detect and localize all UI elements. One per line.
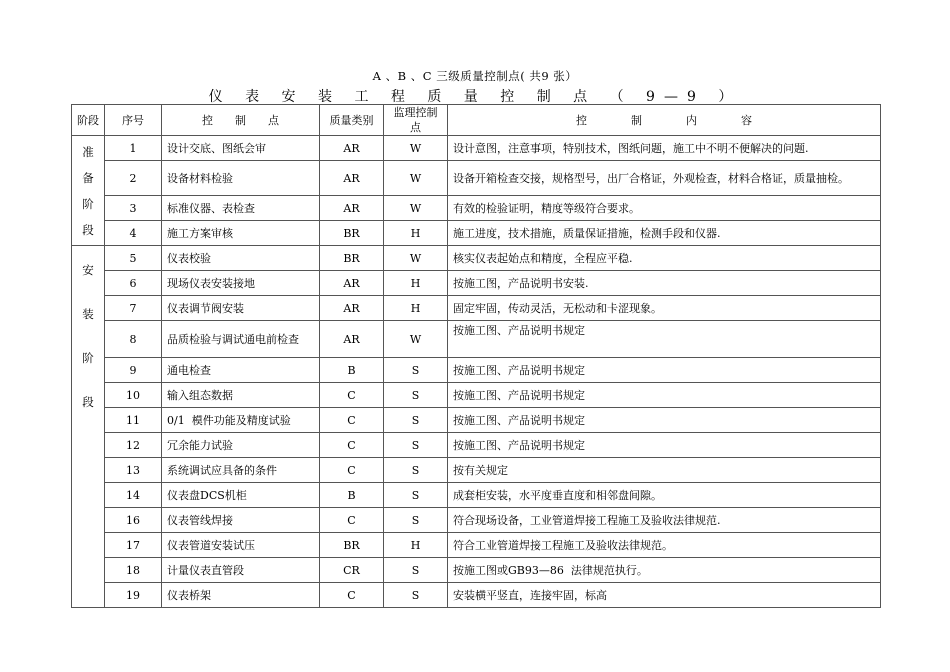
- table-row: [72, 433, 881, 458]
- table-row: [72, 533, 881, 558]
- row-number: 1: [105, 136, 162, 161]
- stage-cell-preparation: [72, 136, 105, 246]
- row-number: 10: [105, 383, 162, 408]
- quality-category: C: [320, 433, 384, 458]
- control-content: 施工进度，技术措施，质量保证措施，检测手段和仪器.: [448, 221, 881, 246]
- control-point: 仪表校验: [162, 246, 320, 271]
- row-number: 12: [105, 433, 162, 458]
- supervision-point: W: [384, 246, 448, 271]
- control-content: 按施工图、产品说明书规定: [448, 433, 881, 458]
- supervision-point: S: [384, 383, 448, 408]
- control-content: 按施工图、产品说明书规定: [448, 383, 881, 408]
- table-row: [72, 508, 881, 533]
- supervision-point: W: [384, 321, 448, 358]
- quality-category: C: [320, 458, 384, 483]
- control-content: 按施工图或GB93—86 法律规范执行。: [448, 558, 881, 583]
- row-number: 17: [105, 533, 162, 558]
- stage-label: 准备阶段: [82, 144, 94, 237]
- control-point: 设计交底、图纸会审: [162, 136, 320, 161]
- control-point: 仪表管线焊接: [162, 508, 320, 533]
- table-row: [72, 383, 881, 408]
- quality-category: AR: [320, 196, 384, 221]
- control-point: 仪表调节阀安装: [162, 296, 320, 321]
- row-number: 5: [105, 246, 162, 271]
- table-row: [72, 221, 881, 246]
- table-row: [72, 583, 881, 608]
- control-content: 符合工业管道焊接工程施工及验收法律规范。: [448, 533, 881, 558]
- quality-category: BR: [320, 533, 384, 558]
- quality-category: AR: [320, 296, 384, 321]
- col-header-quality-category: 质量类别: [320, 105, 384, 136]
- quality-category: CR: [320, 558, 384, 583]
- table-row: [72, 458, 881, 483]
- row-number: 13: [105, 458, 162, 483]
- quality-category: AR: [320, 161, 384, 196]
- quality-category: C: [320, 508, 384, 533]
- supervision-point: S: [384, 458, 448, 483]
- supervision-point: S: [384, 558, 448, 583]
- quality-category: AR: [320, 321, 384, 358]
- row-number: 4: [105, 221, 162, 246]
- quality-category: B: [320, 358, 384, 383]
- table-row: [72, 558, 881, 583]
- control-point: 现场仪表安装接地: [162, 271, 320, 296]
- control-point: 冗余能力试验: [162, 433, 320, 458]
- control-content: 按施工图、产品说明书规定: [448, 321, 881, 358]
- row-number: 6: [105, 271, 162, 296]
- control-point: 设备材料检验: [162, 161, 320, 196]
- table-row: [72, 483, 881, 508]
- control-point: 仪表盘DCS机柜: [162, 483, 320, 508]
- control-content: 按有关规定: [448, 458, 881, 483]
- row-number: 18: [105, 558, 162, 583]
- control-content: 成套柜安装，水平度垂直度和相邻盘间隙。: [448, 483, 881, 508]
- supervision-point: H: [384, 221, 448, 246]
- stage-cell-installation: [72, 246, 105, 608]
- supervision-point: S: [384, 358, 448, 383]
- supervision-point: S: [384, 483, 448, 508]
- control-point: 仪表桥架: [162, 583, 320, 608]
- quality-category: C: [320, 383, 384, 408]
- control-point: 系统调试应具备的条件: [162, 458, 320, 483]
- col-header-supervision-point: 监理控制点: [384, 105, 448, 136]
- supervision-point: W: [384, 161, 448, 196]
- control-content: 核实仪表起始点和精度，全程应平稳.: [448, 246, 881, 271]
- col-header-stage: 阶段: [72, 105, 105, 136]
- row-number: 3: [105, 196, 162, 221]
- document-title: 仪 表 安 装 工 程 质 量 控 制 点 （ 9—9 ）: [208, 89, 742, 105]
- quality-control-table: [71, 104, 881, 608]
- control-content: 固定牢固，传动灵活，无松动和卡涩现象。: [448, 296, 881, 321]
- row-number: 19: [105, 583, 162, 608]
- supervision-point: S: [384, 508, 448, 533]
- stage-label: 安装阶段: [82, 263, 94, 409]
- control-point: 标准仪器、表检查: [162, 196, 320, 221]
- quality-category: C: [320, 408, 384, 433]
- table-row: [72, 196, 881, 221]
- row-number: 16: [105, 508, 162, 533]
- supervision-point: H: [384, 271, 448, 296]
- supervision-point: W: [384, 196, 448, 221]
- supervision-point: H: [384, 533, 448, 558]
- control-point: 0/1 模件功能及精度试验: [162, 408, 320, 433]
- control-point: 品质检验与调试通电前检查: [162, 321, 320, 358]
- table-row: [72, 408, 881, 433]
- col-header-control-content: 控 制 内 容: [448, 105, 881, 136]
- supervision-point: H: [384, 296, 448, 321]
- control-point: 输入组态数据: [162, 383, 320, 408]
- document-subtitle: A 、B 、C 三级质量控制点( 共9 张）: [372, 69, 578, 83]
- table-row: [72, 358, 881, 383]
- row-number: 7: [105, 296, 162, 321]
- control-point: 计量仪表直管段: [162, 558, 320, 583]
- row-number: 11: [105, 408, 162, 433]
- table-row: [72, 296, 881, 321]
- quality-category: B: [320, 483, 384, 508]
- table-header-row: [72, 105, 881, 136]
- quality-category: C: [320, 583, 384, 608]
- quality-category: BR: [320, 246, 384, 271]
- control-point: 通电检查: [162, 358, 320, 383]
- control-point: 施工方案审核: [162, 221, 320, 246]
- control-content: 有效的检验证明，精度等级符合要求。: [448, 196, 881, 221]
- control-content: 按施工图，产品说明书安装.: [448, 271, 881, 296]
- table-row: [72, 161, 881, 196]
- table-row: [72, 271, 881, 296]
- control-content: 按施工图、产品说明书规定: [448, 408, 881, 433]
- supervision-point: S: [384, 408, 448, 433]
- control-content: 设计意图，注意事项，特别技术，图纸问题，施工中不明不便解决的问题.: [448, 136, 881, 161]
- control-content: 符合现场设备，工业管道焊接工程施工及验收法律规范.: [448, 508, 881, 533]
- supervision-point: S: [384, 433, 448, 458]
- quality-category: AR: [320, 271, 384, 296]
- row-number: 9: [105, 358, 162, 383]
- control-content: 设备开箱检查交接，规格型号，出厂合格证，外观检查，材料合格证，质量抽检。: [448, 161, 881, 196]
- quality-category: AR: [320, 136, 384, 161]
- supervision-point: W: [384, 136, 448, 161]
- col-header-control-point: 控 制 点: [162, 105, 320, 136]
- control-content: 按施工图、产品说明书规定: [448, 358, 881, 383]
- control-content: 安装横平竖直，连接牢固，标高: [448, 583, 881, 608]
- col-header-number: 序号: [105, 105, 162, 136]
- table-row: [72, 246, 881, 271]
- row-number: 8: [105, 321, 162, 358]
- table-row: [72, 136, 881, 161]
- row-number: 14: [105, 483, 162, 508]
- control-point: 仪表管道安装试压: [162, 533, 320, 558]
- table-row: [72, 321, 881, 358]
- supervision-point: S: [384, 583, 448, 608]
- quality-category: BR: [320, 221, 384, 246]
- row-number: 2: [105, 161, 162, 196]
